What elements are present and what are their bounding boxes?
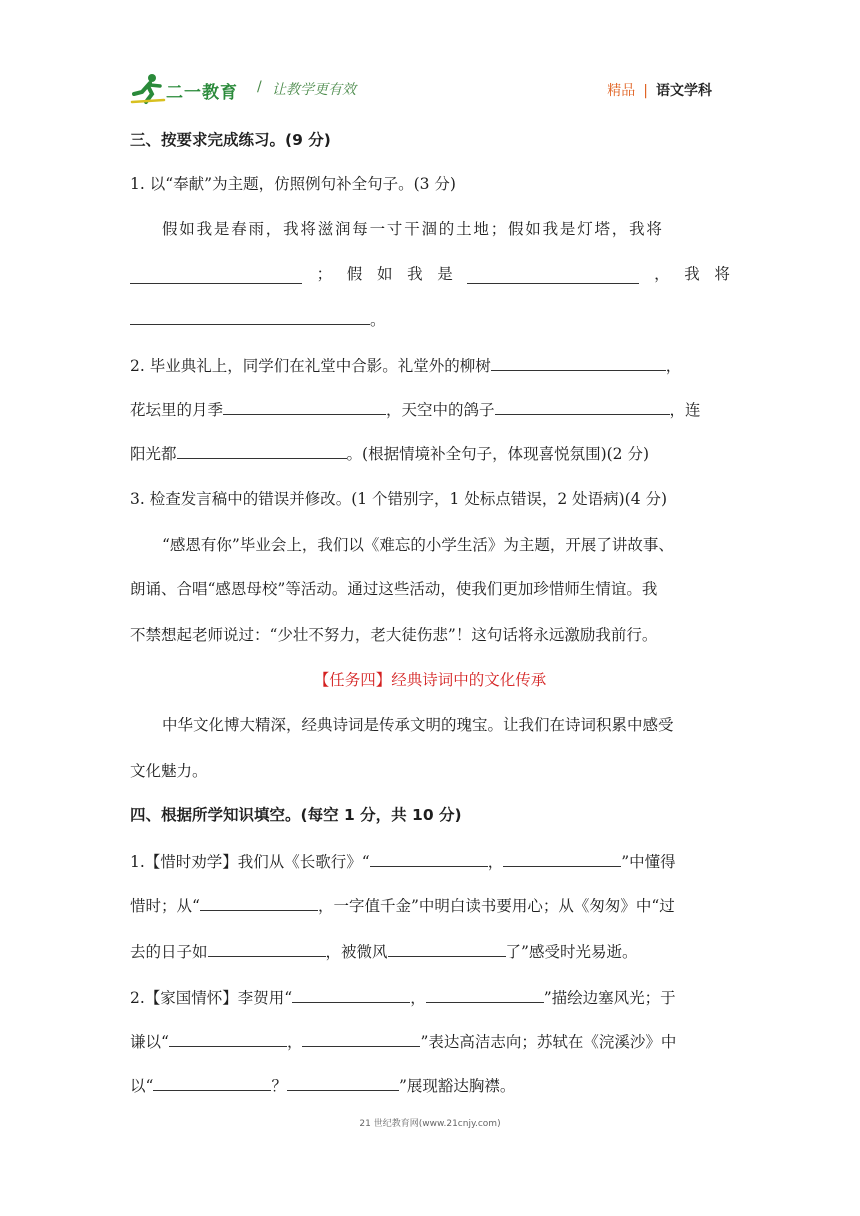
q1-row2 <box>130 262 730 284</box>
q2-text: ，连 <box>669 401 701 419</box>
q1-row2-text: 如 <box>376 265 393 283</box>
s4q2-blank-5[interactable] <box>153 1074 271 1091</box>
q1-row2-text: 我 <box>684 265 700 283</box>
s4q2-line2 <box>130 1030 676 1053</box>
q1-blank-3[interactable] <box>130 308 370 325</box>
s4q1-text: ，一字值千金”中明白读书要用心；从《匆匆》中“过 <box>317 897 675 915</box>
s4q2-blank-6[interactable] <box>287 1074 399 1091</box>
s4q1-blank-4[interactable] <box>208 940 326 957</box>
s4q1-blank-2[interactable] <box>503 850 621 867</box>
task4-intro-2: 文化魅力。 <box>130 762 208 780</box>
s4q1-blank-3[interactable] <box>200 894 318 911</box>
s4q1-blank-5[interactable] <box>388 940 506 957</box>
s4q1-line1 <box>130 850 676 873</box>
s4q1-text: 了”感受时光易逝。 <box>505 943 638 961</box>
s4q2-blank-1[interactable] <box>292 986 410 1003</box>
q2-blank-2[interactable] <box>223 398 386 415</box>
q2-line1 <box>130 354 681 377</box>
runner-logo-icon <box>130 72 166 106</box>
s4q1-text: ”中懂得 <box>621 853 676 871</box>
q3-prompt: 3. 检查发言稿中的错误并修改。(1 个错别字，1 处标点错误，2 处语病)(4 分) <box>130 490 668 508</box>
s4q2-text: ”描绘边塞风光；于 <box>543 989 676 1007</box>
q1-row2-text: 将 <box>714 265 730 283</box>
q3-para-2: 朗诵、合唱“感恩母校”等活动。通过这些活动，使我们更加珍惜师生情谊。我 <box>130 580 658 598</box>
q2-text: 花坛里的月季 <box>130 401 224 419</box>
s4q2-text: ， <box>410 989 426 1007</box>
s4q2-text: 以“ <box>130 1077 154 1095</box>
q2-text: ， <box>665 357 682 375</box>
slogan: 让教学更有效 <box>272 82 356 98</box>
s4q1-text: ， <box>487 853 504 871</box>
logo <box>130 72 250 106</box>
quality-label: 精品 <box>607 83 636 99</box>
s4q1-text: ，被微风 <box>325 943 388 961</box>
q3-para-1: “感恩有你”毕业会上，我们以《难忘的小学生活》为主题，开展了讲故事、 <box>162 536 674 554</box>
s4q2-text: ”表达高洁志向；苏轼在《浣溪沙》中 <box>420 1033 677 1051</box>
q1-blank-1[interactable] <box>130 267 302 284</box>
s4q1-line3 <box>130 940 637 963</box>
s4q2-text: ， <box>286 1033 303 1051</box>
q2-text: 阳光都 <box>130 445 177 463</box>
q2-blank-4[interactable] <box>177 442 347 459</box>
section3-title: 三、按要求完成练习。(9 分) <box>130 131 331 149</box>
task4-intro-1: 中华文化博大精深，经典诗词是传承文明的瑰宝。让我们在诗词积累中感受 <box>162 716 674 734</box>
logo-text: 二一教育 <box>166 83 238 103</box>
s4q2-line3 <box>130 1074 515 1097</box>
header-right <box>607 80 712 100</box>
q1-prompt: 1. 以“奉献”为主题，仿照例句补全句子。(3 分) <box>130 175 456 193</box>
q2-text: 2. 毕业典礼上，同学们在礼堂中合影。礼堂外的柳树 <box>130 357 491 375</box>
q2-text: ，天空中的鸽子 <box>386 401 495 419</box>
s4q1-text: 1.【惜时劝学】我们从《长歌行》“ <box>130 853 370 871</box>
q1-row2-text: 假 <box>346 265 363 283</box>
q3-para-3: 不禁想起老师说过：“少壮不努力，老大徒伤悲”！这句话将永远激励我前行。 <box>130 626 658 644</box>
s4q2-line1 <box>130 986 676 1009</box>
s4q1-text: 惜时；从“ <box>130 897 200 915</box>
s4q1-line2 <box>130 894 675 917</box>
page-header <box>130 70 730 110</box>
q1-example: 假如我是春雨，我将滋润每一寸干涸的土地；假如我是灯塔，我将 <box>162 220 664 238</box>
s4q1-blank-1[interactable] <box>370 850 488 867</box>
q2-blank-3[interactable] <box>495 398 670 415</box>
s4q2-blank-3[interactable] <box>169 1030 287 1047</box>
slogan-separator: / <box>257 79 262 95</box>
section4-title: 四、根据所学知识填空。(每空 1 分，共 10 分) <box>130 806 462 824</box>
q1-row3 <box>130 308 386 331</box>
q1-row2-text: 是 <box>437 265 453 283</box>
q2-line3 <box>130 442 649 465</box>
q1-blank-2[interactable] <box>467 267 639 284</box>
q2-line2 <box>130 398 701 421</box>
s4q2-blank-4[interactable] <box>302 1030 420 1047</box>
s4q1-text: 去的日子如 <box>130 943 208 961</box>
q1-end: 。 <box>370 311 386 329</box>
s4q2-text: 谦以“ <box>130 1033 169 1051</box>
page-footer: 21 世纪教育网(www.21cnjy.com) <box>359 1119 501 1129</box>
s4q2-text: 2.【家国情怀】李贺用“ <box>130 989 293 1007</box>
s4q2-blank-2[interactable] <box>426 986 544 1003</box>
task4-title: 【任务四】经典诗词中的文化传承 <box>313 671 547 689</box>
q2-text: 。(根据情境补全句子，体现喜悦氛围)(2 分) <box>346 445 649 463</box>
q2-blank-1[interactable] <box>491 354 666 371</box>
q1-row2-text: ， <box>654 265 670 283</box>
s4q2-text: ？ <box>271 1077 287 1095</box>
header-divider: | <box>643 83 648 99</box>
q1-row2-text: 我 <box>407 265 423 283</box>
subject-label: 语文学科 <box>656 83 712 99</box>
s4q2-text: ”展现豁达胸襟。 <box>398 1077 516 1095</box>
q1-row2-text: ； <box>316 265 333 283</box>
